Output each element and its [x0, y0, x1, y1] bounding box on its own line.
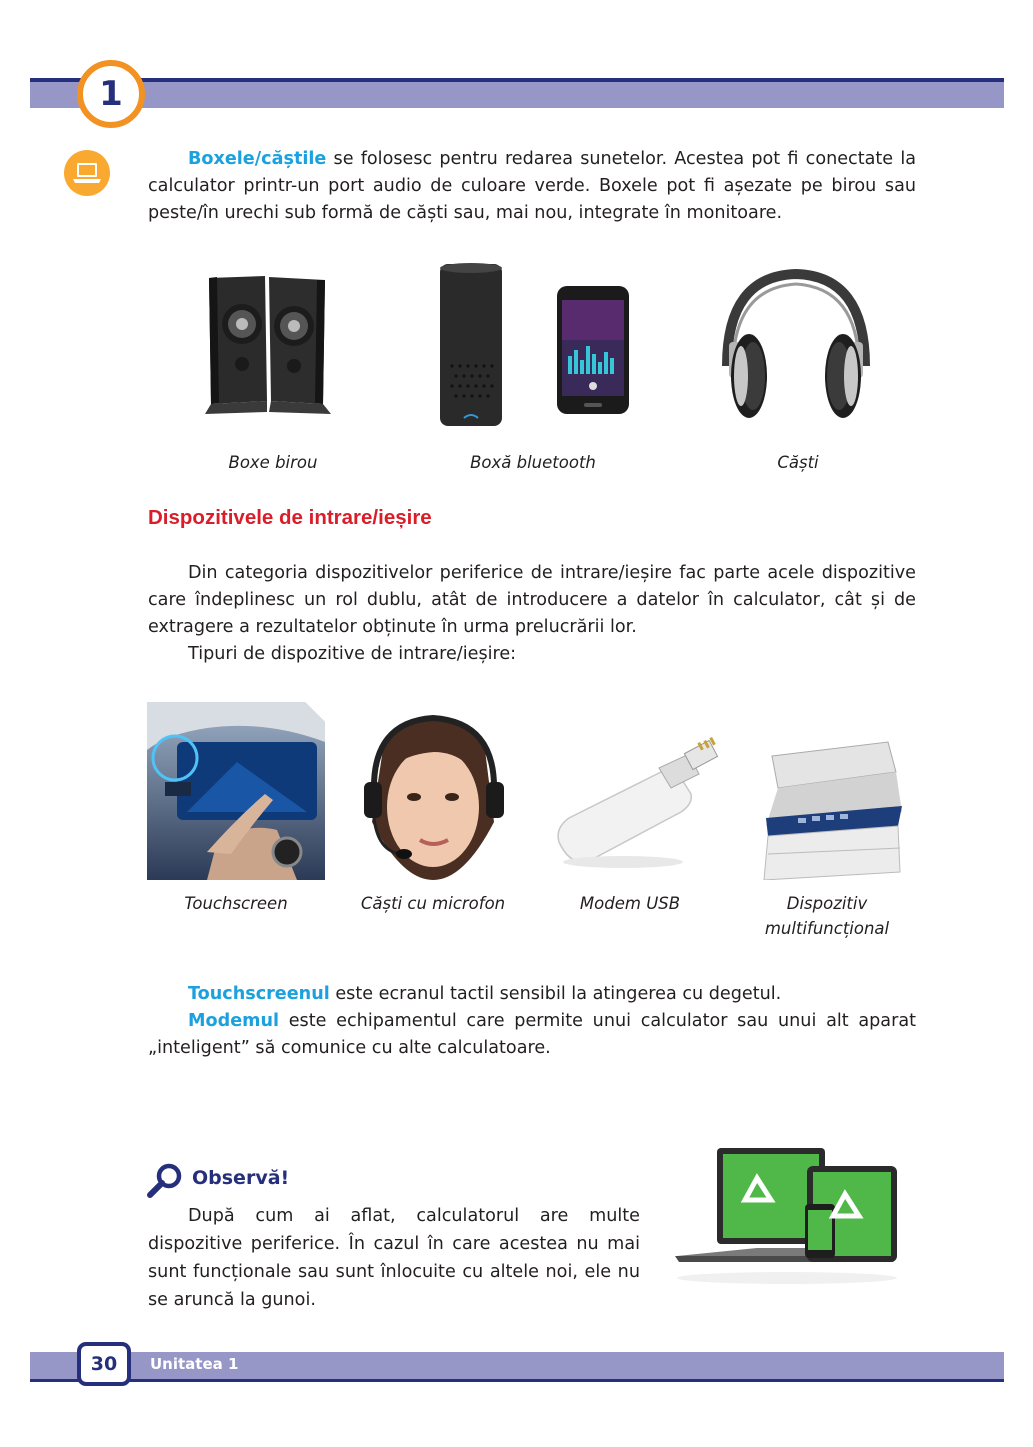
section-text: Din categoria dispozitivelor periferice de intrare/ieșire fac parte acele dispozitive care îndeplinesc un rol dublu, atât de introducere a datelor în calculator, cât și de extragere a rezultatelor obținute în urma prelucrării lor.: [148, 563, 916, 637]
touchscreen-definition: [148, 981, 916, 1008]
multifunction-printer-photo: [738, 702, 916, 880]
intro-paragraph: [148, 146, 916, 227]
unit-label: Unitatea 1: [150, 1355, 239, 1373]
magnifier-icon: [146, 1162, 184, 1200]
bluetooth-speaker-photo: [412, 256, 650, 434]
modem-definition-text: este echipamentul care permite unui calculator sau unui alt aparat „inteligent” să comunice cu alte calculatoare.: [148, 1011, 916, 1058]
page-number-box: [77, 1342, 131, 1386]
unit-number: 1: [99, 74, 123, 114]
speakers-keyword: Boxele/căștile: [188, 149, 327, 169]
touchscreen-photo: [147, 702, 325, 880]
types-intro: [148, 641, 916, 668]
section-paragraph: [148, 560, 916, 641]
caption-headphones: Căști: [777, 453, 819, 472]
touchscreen-definition-text: este ecranul tactil sensibil la atingerea cu degetul.: [329, 984, 782, 1004]
laptop-icon: [64, 150, 110, 196]
recycle-devices-photo: [657, 1128, 915, 1306]
types-intro-text: Tipuri de dispozitive de intrare/ieșire:: [188, 644, 517, 664]
caption-headset: Căști cu microfon: [360, 894, 506, 913]
modem-keyword: Modemul: [188, 1011, 280, 1031]
page-number: 30: [90, 1353, 118, 1375]
section-title: Dispozitivele de intrare/ieșire: [148, 506, 432, 529]
header-band: [30, 78, 1004, 108]
caption-touchscreen: Touchscreen: [184, 894, 288, 913]
desk-speakers-photo: [147, 256, 385, 434]
unit-number-badge: [77, 60, 145, 128]
caption-multifunction: Dispozitiv multifuncțional: [764, 894, 890, 938]
intro-text: se folosesc pentru redarea sunetelor. Acestea pot fi conectate la calculator printr-un port audio de culoare verde. Boxele pot fi așezate pe birou sau peste/în urechi sub formă de căști sau, mai nou, integrate în monitoare.: [148, 149, 916, 223]
caption-desk-speakers: Boxe birou: [228, 453, 318, 472]
usb-modem-photo: [541, 702, 719, 880]
observe-text: După cum ai aflat, calculatorul are multe dispozitive periferice. În cazul în care acestea nu mai sunt funcționale sau sunt înlocuite cu altele noi, ele nu se aruncă la gunoi.: [148, 1206, 640, 1310]
caption-usb-modem: Modem USB: [579, 894, 681, 913]
observe-title: Observă!: [192, 1167, 290, 1189]
headset-photo: [344, 702, 522, 880]
observe-paragraph: [148, 1202, 640, 1314]
caption-bluetooth-speaker: Boxă bluetooth: [470, 453, 596, 472]
touchscreen-keyword: Touchscreenul: [188, 984, 330, 1004]
modem-definition: [148, 1008, 916, 1062]
headphones-photo: [677, 256, 915, 434]
